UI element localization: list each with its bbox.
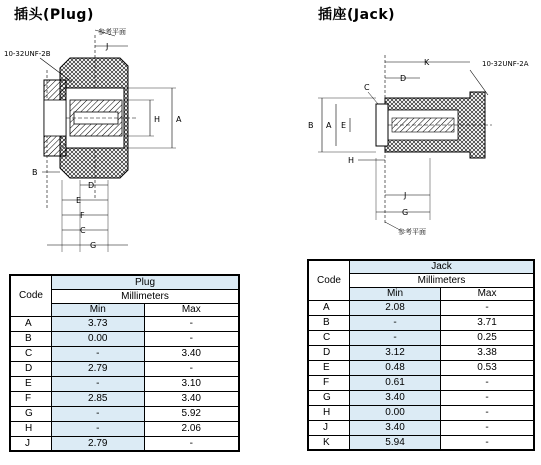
table-row-code: D	[10, 361, 52, 376]
table-cell-min: 2.79	[52, 436, 145, 451]
table-cell-min: 0.61	[350, 375, 441, 390]
jack-dim-K: K	[424, 58, 430, 67]
table-cell-min: 2.85	[52, 391, 145, 406]
table-cell-min: 2.79	[52, 361, 145, 376]
jack-thread-label: 10-32UNF-2A	[482, 60, 529, 68]
table-row-code: B	[10, 331, 52, 346]
plug-drawing	[4, 27, 182, 252]
table-cell-max: -	[144, 436, 239, 451]
table-cell-min: 3.40	[350, 390, 441, 405]
table-cell-min: -	[350, 330, 441, 345]
jack-dim-A: A	[326, 121, 332, 130]
table-row-code: F	[10, 391, 52, 406]
plug-max-header: Max	[144, 303, 239, 316]
table-cell-max: 3.38	[441, 345, 534, 360]
plug-dim-B: B	[32, 168, 38, 177]
table-cell-min: -	[350, 315, 441, 330]
table-row-code: A	[10, 316, 52, 331]
table-cell-max: -	[144, 331, 239, 346]
table-cell-max: 5.92	[144, 406, 239, 421]
jack-dim-D: D	[400, 74, 407, 83]
table-cell-min: 2.08	[350, 300, 441, 315]
plug-title: 插头(Plug)	[14, 7, 94, 23]
table-row-code: H	[308, 405, 350, 420]
jack-drawing	[308, 55, 529, 236]
plug-dim-C: C	[80, 226, 86, 235]
table-cell-max: -	[441, 420, 534, 435]
jack-max-header: Max	[441, 287, 534, 300]
jack-code-header: Code	[308, 260, 350, 300]
table-cell-max: -	[441, 435, 534, 450]
plug-dim-F: F	[80, 211, 85, 220]
table-row-code: G	[308, 390, 350, 405]
table-row-code: E	[10, 376, 52, 391]
table-row-code: H	[10, 421, 52, 436]
table-row-code: J	[10, 436, 52, 451]
plug-dim-E: E	[76, 196, 82, 205]
jack-unit-header: Millimeters	[350, 273, 535, 287]
table-cell-max: 2.06	[144, 421, 239, 436]
jack-spec-table	[307, 259, 535, 451]
table-cell-min: 0.00	[52, 331, 145, 346]
table-cell-max: 3.71	[441, 315, 534, 330]
table-cell-max: 3.40	[144, 346, 239, 361]
table-cell-min: -	[52, 376, 145, 391]
jack-min-header: Min	[350, 287, 441, 300]
plug-dim-D: D	[88, 181, 95, 190]
plug-min-header: Min	[52, 303, 145, 316]
table-cell-min: -	[52, 346, 145, 361]
jack-table-caption: Jack	[350, 260, 535, 273]
table-row-code: D	[308, 345, 350, 360]
table-cell-max: 3.10	[144, 376, 239, 391]
table-row-code: K	[308, 435, 350, 450]
table-cell-min: 3.40	[350, 420, 441, 435]
table-cell-max: -	[441, 405, 534, 420]
plug-unit-header: Millimeters	[52, 289, 240, 303]
table-row-code: F	[308, 375, 350, 390]
table-row-code: E	[308, 360, 350, 375]
table-cell-max: 3.40	[144, 391, 239, 406]
table-row-code: C	[10, 346, 52, 361]
table-cell-min: -	[52, 406, 145, 421]
table-cell-min: 0.48	[350, 360, 441, 375]
table-cell-max: -	[144, 361, 239, 376]
table-cell-max: 0.53	[441, 360, 534, 375]
jack-ref-plane-label: 参考平面	[398, 228, 426, 236]
table-cell-max: -	[441, 375, 534, 390]
table-cell-max: 0.25	[441, 330, 534, 345]
table-cell-min: 5.94	[350, 435, 441, 450]
plug-dim-H: H	[154, 115, 161, 124]
table-row-code: C	[308, 330, 350, 345]
table-cell-max: -	[144, 316, 239, 331]
table-cell-max: -	[441, 390, 534, 405]
plug-spec-table	[9, 274, 240, 452]
table-cell-min: 3.12	[350, 345, 441, 360]
table-row-code: B	[308, 315, 350, 330]
table-cell-min: 0.00	[350, 405, 441, 420]
plug-dim-A: A	[176, 115, 182, 124]
table-row-code: A	[308, 300, 350, 315]
jack-dim-B: B	[308, 121, 314, 130]
jack-title: 插座(Jack)	[318, 7, 396, 23]
plug-ref-plane-label: 参考平面	[98, 28, 126, 36]
table-row-code: G	[10, 406, 52, 421]
plug-table-caption: Plug	[52, 275, 240, 289]
table-cell-min: 3.73	[52, 316, 145, 331]
plug-code-header: Code	[10, 275, 52, 316]
jack-dim-E: E	[341, 121, 347, 130]
plug-thread-label: 10-32UNF-2B	[4, 50, 51, 58]
table-cell-min: -	[52, 421, 145, 436]
jack-dim-G: G	[402, 208, 409, 217]
jack-dim-J: J	[404, 191, 407, 200]
table-row-code: J	[308, 420, 350, 435]
jack-dim-C: C	[364, 83, 370, 92]
plug-dim-G: G	[90, 241, 97, 250]
table-cell-max: -	[441, 300, 534, 315]
jack-dim-H: H	[348, 156, 355, 165]
plug-dim-J: J	[106, 42, 109, 51]
